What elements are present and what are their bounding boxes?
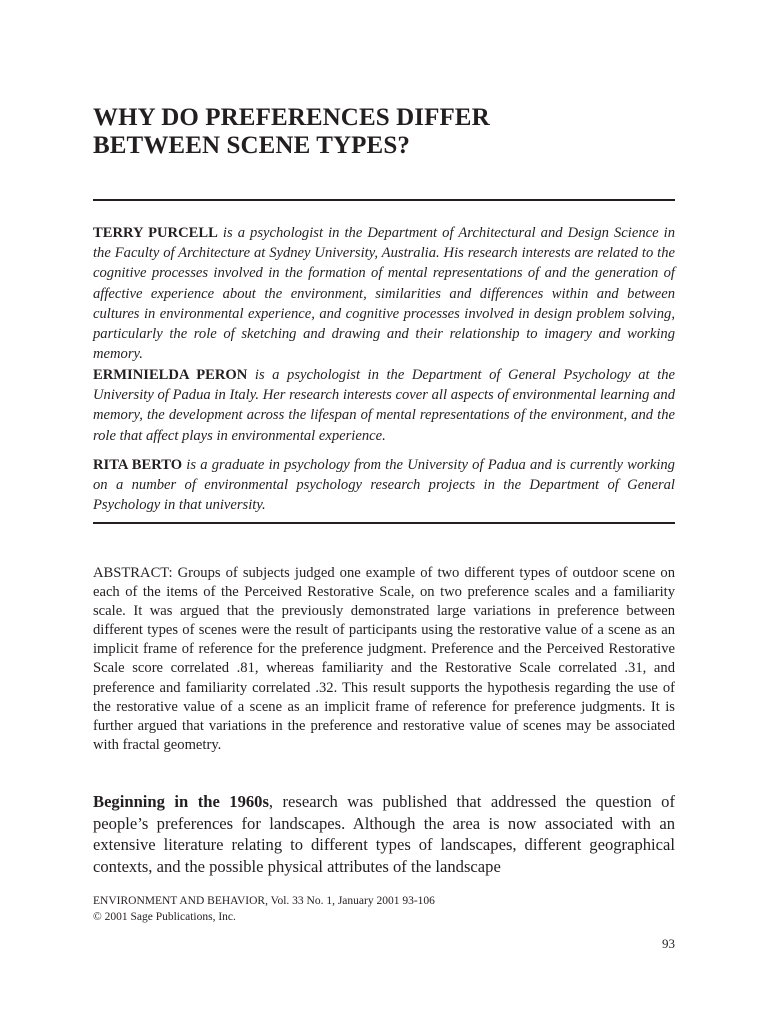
body-lead-in: Beginning in the 1960s (93, 792, 269, 811)
page-number: 93 (662, 936, 675, 951)
author-bio-text: is a psychologist in the Department of General Psychology at the University of Padua in Italy. Her research interests cover all aspects of environmental learning and memory, the development across the lifespan of mental representations of the environment, and the role that affect plays in environmental experience. (93, 367, 675, 444)
author-name: ERMINIELDA PERON (93, 367, 248, 383)
body-text: , research was published that addressed the question of people’s preferences for landscapes. Although the area is now associated with an extensive literature relating to different types of landscapes, different geographical contexts, and the possible physical attributes of the landscape (93, 792, 675, 876)
copyright-line: © 2001 Sage Publications, Inc. (93, 911, 236, 923)
author-bio-purcell (93, 223, 675, 364)
author-bio-text: is a graduate in psychology from the University of Padua and is currently working on a number of environmental psychology research projects in the Department of General Psychology in that university. (93, 457, 675, 514)
author-bio-berto (93, 455, 675, 516)
author-name: TERRY PURCELL (93, 225, 218, 241)
abstract: ABSTRACT: Groups of subjects judged one example of two different types of outdoor scene on each of the items of the Perceived Restorative Scale, on two preference scales and a familiarity scale. It was argued that the previously demonstrated large variations in preference between different types of scenes were the result of participants using the restorative value of a scene as an implicit frame of reference for the preference judgment. Preference and the Perceived Restorative Scale score correlated .81, whereas familiarity and the Restorative Scale correlated .31, and preference and familiarity correlated .32. This result supports the hypothesis regarding the use of the restorative value of a scene as an implicit frame of reference for preference judgments. It is further argued that variations in the preference and restorative value of scenes may be associated with fractal geometry. (93, 565, 675, 753)
journal-page (93, 0, 675, 1024)
article-title-line-2: BETWEEN SCENE TYPES? (93, 132, 410, 159)
article-title-line-1: WHY DO PREFERENCES DIFFER (93, 104, 490, 131)
bottom-divider (93, 522, 675, 524)
author-bio-peron (93, 365, 675, 446)
page-footer (93, 893, 675, 925)
top-divider (93, 199, 675, 201)
body-paragraph (93, 791, 675, 877)
journal-citation: ENVIRONMENT AND BEHAVIOR, Vol. 33 No. 1, January 2001 93-106 (93, 895, 435, 907)
article-title (93, 104, 675, 160)
author-bio-text: is a psychologist in the Department of Architectural and Design Science in the Faculty of Architecture at Sydney University, Australia. His research interests are related to the cognitive processes involved in the formation of mental representations of and the generation of affective experience about the environment, similarities and differences within and between cultures in environmental experience, and cognitive processes involved in design problem solving, particularly the role of sketching and drawing and their relationship to imagery and working memory. (93, 225, 675, 363)
author-name: RITA BERTO (93, 457, 183, 473)
